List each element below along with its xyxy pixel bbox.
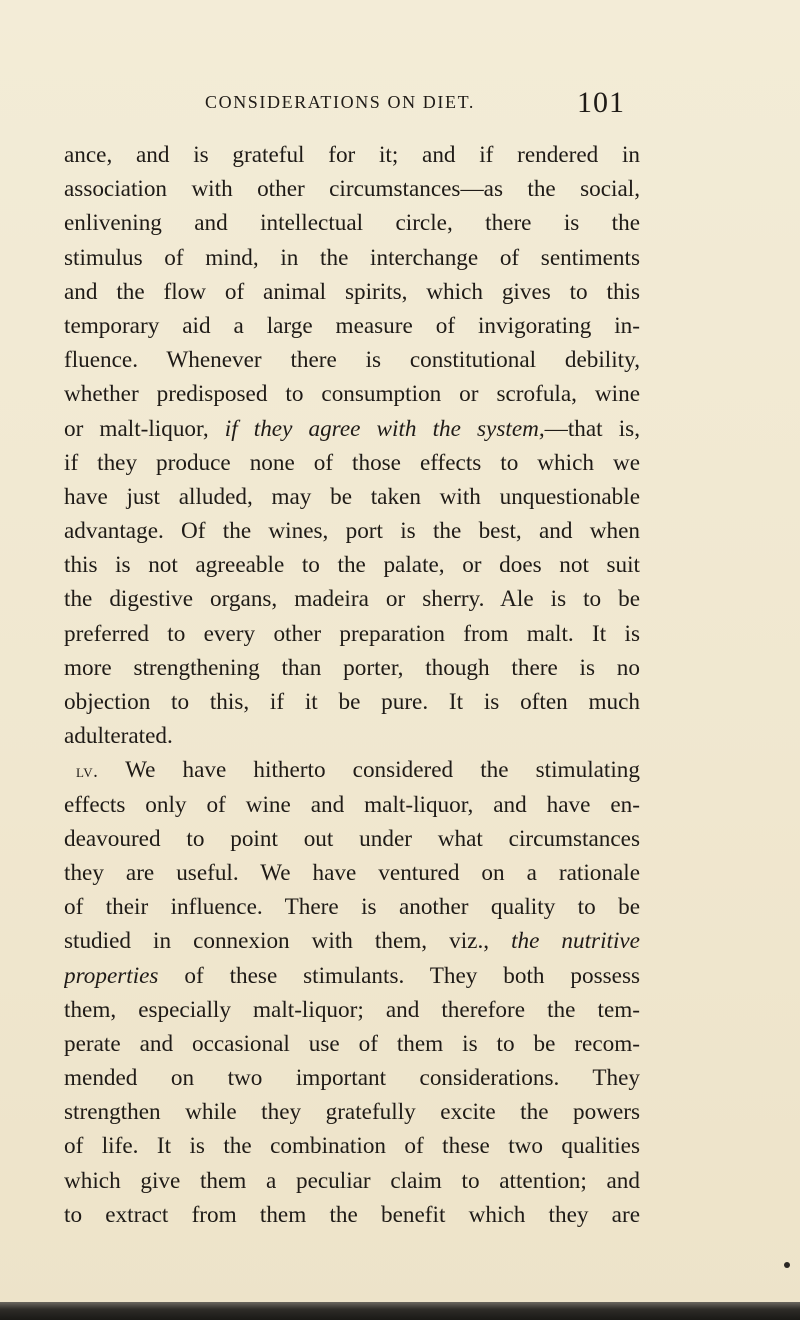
text-line: enlivening and intellectual circle, there is the	[64, 210, 640, 237]
text-line: advantage. Of the wines, port is the best, and when	[64, 518, 640, 545]
text-run: We have hitherto considered the stimulating	[98, 757, 640, 784]
running-title: CONSIDERATIONS ON DIET.	[205, 92, 475, 112]
text-line: strengthen while they gratefully excite the powers	[64, 1099, 640, 1126]
text-line: perate and occasional use of them is to be recom-	[64, 1030, 640, 1057]
text-line: preferred to every other preparation from malt. It is	[64, 620, 640, 647]
italic-phrase: if they agree with the system,	[224, 415, 545, 442]
italic-phrase: the nutritive	[511, 928, 640, 955]
text-line: of life. It is the combination of these two qualities	[64, 1133, 640, 1160]
running-head	[205, 86, 625, 120]
text-line: temporary aid a large measure of invigorating in-	[64, 312, 640, 339]
text-line: objection to this, if it be pure. It is often much	[64, 689, 640, 715]
text-line: more strengthening than porter, though there is no	[64, 654, 640, 681]
text-line: which give them a peculiar claim to attention; and	[64, 1167, 640, 1194]
italic-phrase: properties	[64, 962, 159, 989]
text-line: this is not agreeable to the palate, or does not suit	[64, 552, 640, 579]
text-line: mended on two important considerations. They	[64, 1065, 640, 1092]
text-line: deavoured to point out under what circumstances	[64, 825, 640, 852]
text-line: them, especially malt-liquor; and therefore the tem-	[64, 996, 640, 1023]
text-line	[64, 412, 640, 446]
page-number: 101	[577, 86, 625, 119]
page-bottom-edge	[0, 1302, 800, 1320]
text-line: the digestive organs, madeira or sherry. Ale is to be	[64, 586, 640, 613]
text-line: association with other circumstances—as the social,	[64, 176, 640, 203]
text-line	[64, 959, 640, 993]
text-line: of their influence. There is another quality to be	[64, 894, 640, 921]
text-line: if they produce none of those effects to which we	[64, 449, 640, 476]
text-line: they are useful. We have ventured on a rationale	[64, 859, 640, 886]
text-line: fluence. Whenever there is constitutional debility,	[64, 347, 640, 374]
text-line: effects only of wine and malt-liquor, and have en-	[64, 791, 640, 818]
text-line: ance, and is grateful for it; and if rendered in	[64, 142, 640, 168]
text-line	[64, 924, 640, 958]
text-line: stimulus of mind, in the interchange of sentiments	[64, 244, 640, 271]
section-number: lv.	[76, 761, 99, 783]
text-line: and the flow of animal spirits, which gives to this	[64, 278, 640, 305]
text-run: of these stimulants. They both possess	[158, 962, 640, 989]
ink-speck	[784, 1262, 790, 1268]
text-run: —that is,	[544, 415, 640, 442]
body-text	[64, 138, 640, 1232]
text-run: studied in connexion with them, viz.,	[64, 928, 512, 955]
text-line: adulterated.	[64, 723, 173, 750]
text-line: have just alluded, may be taken with unquestionable	[64, 483, 640, 510]
text-line: whether predisposed to consumption or scrofula, wine	[64, 381, 640, 408]
text-line: to extract from them the benefit which they are	[64, 1201, 640, 1228]
section-first-line	[64, 753, 640, 787]
text-run: or malt-liquor,	[64, 415, 225, 442]
